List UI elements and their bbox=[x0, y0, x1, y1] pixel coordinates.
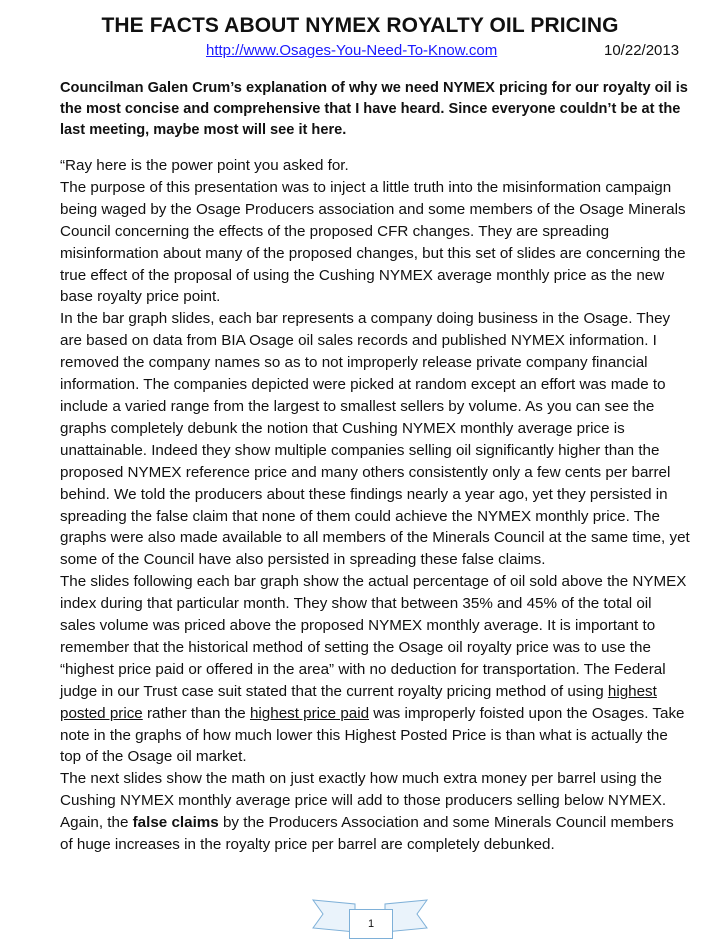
false-claims-phrase: false claims bbox=[132, 814, 219, 832]
paragraph-math bbox=[60, 768, 690, 856]
paragraph-bar-graphs: In the bar graph slides, each bar represents a company doing business in the Osage. They are based on data from BIA Osage oil sales records and published NYMEX information. I removed the company names so as to not improperly release private company financial information. The companies depicted were picked at random except an effort was made to include a varied range from the largest to smallest sellers by volume. As you can see the graphs completely debunk the notion that Cushing NYMEX monthly average price is unattainable. Indeed they show multiple companies selling oil significantly higher than the proposed NYMEX reference price and many others consistently only a few cents per barrel behind. We told the producers about these findings nearly a year ago, yet they persisted in spreading the false claim that none of them could achieve the NYMEX monthly price. The graphs were also made available to all members of the Minerals Council at the same time, yet some of the Council have also persisted in spreading these false claims. bbox=[60, 310, 690, 569]
page-footer bbox=[305, 896, 435, 940]
intro-paragraph: Councilman Galen Crum’s explanation of why we need NYMEX pricing for our royalty oil is the most concise and comprehensive that I have heard. Since everyone couldn’t be at the last meeting, maybe most will see it here. bbox=[60, 80, 688, 138]
paragraph-percentage-text-a: The slides following each bar graph show the actual percentage of oil sold above the NYMEX index during that particular month. They show that between 35% and 45% of the total oil sales volume was priced above the proposed NYMEX monthly average. It is important to remember that the historical method of setting the Osage oil royalty price was to use the “highest price paid or offered in the area” with no deduction for transportation. The Federal judge in our Trust case suit stated that the current royalty pricing method of using bbox=[60, 573, 687, 700]
paragraph-math-text-a: The next slides show the math on just exactly how much extra money per barrel using the Cushing NYMEX monthly average price will add to those producers selling below NYMEX. Again, the bbox=[60, 770, 667, 832]
paragraph-percentage-text-b: rather than the bbox=[142, 704, 250, 722]
website-link[interactable]: http://www.Osages-You-Need-To-Know.com bbox=[206, 42, 498, 59]
letter-body bbox=[60, 155, 690, 856]
paragraph-percentage-text-c: was improperly foisted upon the Osages. Take note in the graphs of how much lower this Highest Posted Price is than what is actually the top of the Osage oil market. bbox=[60, 704, 685, 766]
highest-price-paid-phrase: highest price paid bbox=[249, 704, 370, 722]
page-number: 1 bbox=[349, 909, 393, 939]
paragraph-purpose: The purpose of this presentation was to inject a little truth into the misinformation campaign being waged by the Osage Producers association and some members of the Osage Minerals Council concerning the effects of the proposed CFR changes. They are spreading misinformation about many of the proposed changes, but this set of slides are concerning the true effect of the proposal of using the Cushing NYMEX average monthly price as the new base royalty price point. bbox=[60, 178, 686, 306]
highest-posted-price-phrase: highest posted price bbox=[60, 682, 657, 722]
document-date: 10/22/2013 bbox=[604, 42, 680, 59]
paragraph-percentage bbox=[60, 571, 690, 768]
paragraph-greeting: “Ray here is the power point you asked for. bbox=[60, 157, 349, 174]
document-title: THE FACTS ABOUT NYMEX ROYALTY OIL PRICING bbox=[101, 14, 619, 37]
paragraph-math-text-b: by the Producers Association and some Minerals Council members of huge increases in the royalty price per barrel are completely debunked. bbox=[60, 814, 674, 854]
